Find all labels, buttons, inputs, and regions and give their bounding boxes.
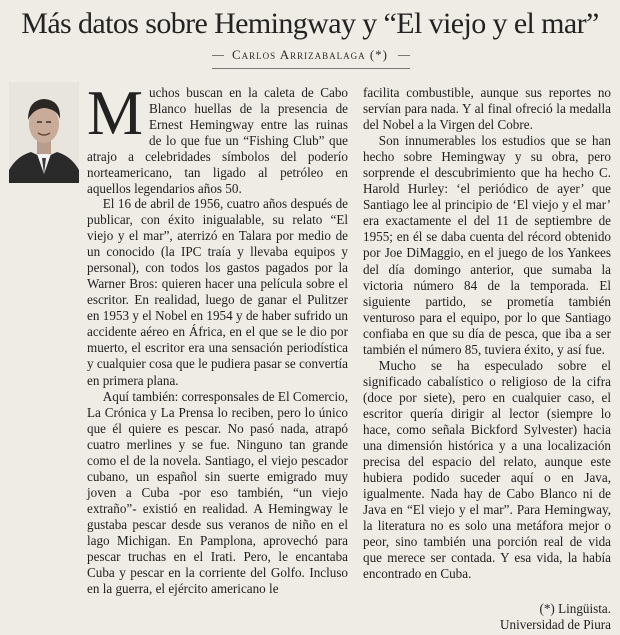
col2-paragraph-1: Son innumerables los estudios que se han hecho sobre Hemingway y su obra, pero sorprende el descubrimiento que ha hecho C. Harold Hurley: ‘el periódico de ayer’ que Santiago lee al principio de ‘El viejo y el mar’ era exactamente el del 11 de septiembre de 1955; en él se daba cuenta del récord obtenido por Joe DiMaggio, en el juego de los Yankees del día domingo anterior, que sumaba la victoria número 84 de la temporada. El siguiente partido, se prometía también venturoso para el equipo, por lo que Santiago confiaba en que su día de pesca, que iba a ser también el número 85, tuviera éxito, y así fue.: [363, 133, 611, 357]
author-portrait-icon: [9, 82, 79, 183]
column-2: [363, 85, 611, 582]
col1-paragraph-1: El 16 de abril de 1956, cuatro años después de publicar, con éxito inigualable, su relato “El viejo y el mar”, aterrizó en Talara por medio de un conocido (la IPC traía y llevaba equipos y personal), con todos los gastos pagados por la Warner Bros: quieren hacer una película sobre el escritor. En realidad, luego de ganar el Pulitzer en 1953 y el Nobel en 1954 y de haber sufrido un accidente aéreo en África, en el que se le dio por muerto, el escritor era una sensación periodística y cualquier cosa que le pudiera pasar se convertía en primera plana.: [87, 196, 348, 388]
article-byline: Carlos Arrizabalaga (*): [231, 47, 388, 62]
col2-paragraph-2: Mucho se ha especulado sobre el significado cabalístico o religioso de la cifra (doce por siete), pero en cualquier caso, el escritor quería dirigir al lector (siempre lo hace, como señala Bickford Sylvester) hacia una dimensión histórica y a una localización precisa del espacio del relato, aunque este hubiera podido suceder aquí o en Java, igualmente. Nada hay de Cabo Blanco ni de Java en “El viejo y el mar”. Para Hemingway, la literatura no es solo una metáfora mejor o peor, sino también una porción real de vida que merece ser contada. Y esa vida, la había encontrado en Cuba.: [363, 357, 611, 582]
column-1: [87, 196, 348, 597]
dropcap-letter: M: [87, 78, 144, 148]
lead-paragraph: [87, 78, 348, 197]
author-note-line1: (*) Lingüista.: [539, 601, 611, 616]
lead-text: uchos buscan en la caleta de Cabo Blanco huellas de la presencia de Ernest Hemingway entre las ruinas de lo que fue un “Fishing Club” que atrajo a celebridades símbolos del poderío norteamericano, tan ligado al petróleo en aquellos legendarios años 50.: [87, 85, 348, 197]
byline-underline: [212, 68, 410, 69]
byline-rule-right: [398, 55, 410, 56]
col1-paragraph-2: Aquí también: corresponsales de El Comercio, La Crónica y La Prensa lo reciben, pero lo único que él quiere es pescar. No pasó nada, atrapó cuatro merlines y se fue. Ninguno tan grande como el de la novela. Santiago, el viejo pescador cubano, un español sin suerte emigrado muy joven a Cuba -por eso también, “un viejo extraño”- existió en realidad. A Hemingway le gustaba pescar desde sus veranos de niño en el lago Michigan. En Pamplona, aprovechó para pescar truchas en el Irati. Pero, le encantaba Cuba y pescar en la corriente del Golfo. Incluso en la guerra, el ejército americano le: [87, 388, 348, 597]
article-headline: Más datos sobre Hemingway y “El viejo y el mar”: [21, 7, 599, 40]
col2-continuation: facilita combustible, aunque sus reportes no servían para nada. Y al final ofreció la medalla del Nobel a la Virgen del Cobre.: [363, 85, 611, 133]
author-photo: [9, 82, 79, 183]
author-note-line2: Universidad de Piura: [500, 617, 611, 632]
